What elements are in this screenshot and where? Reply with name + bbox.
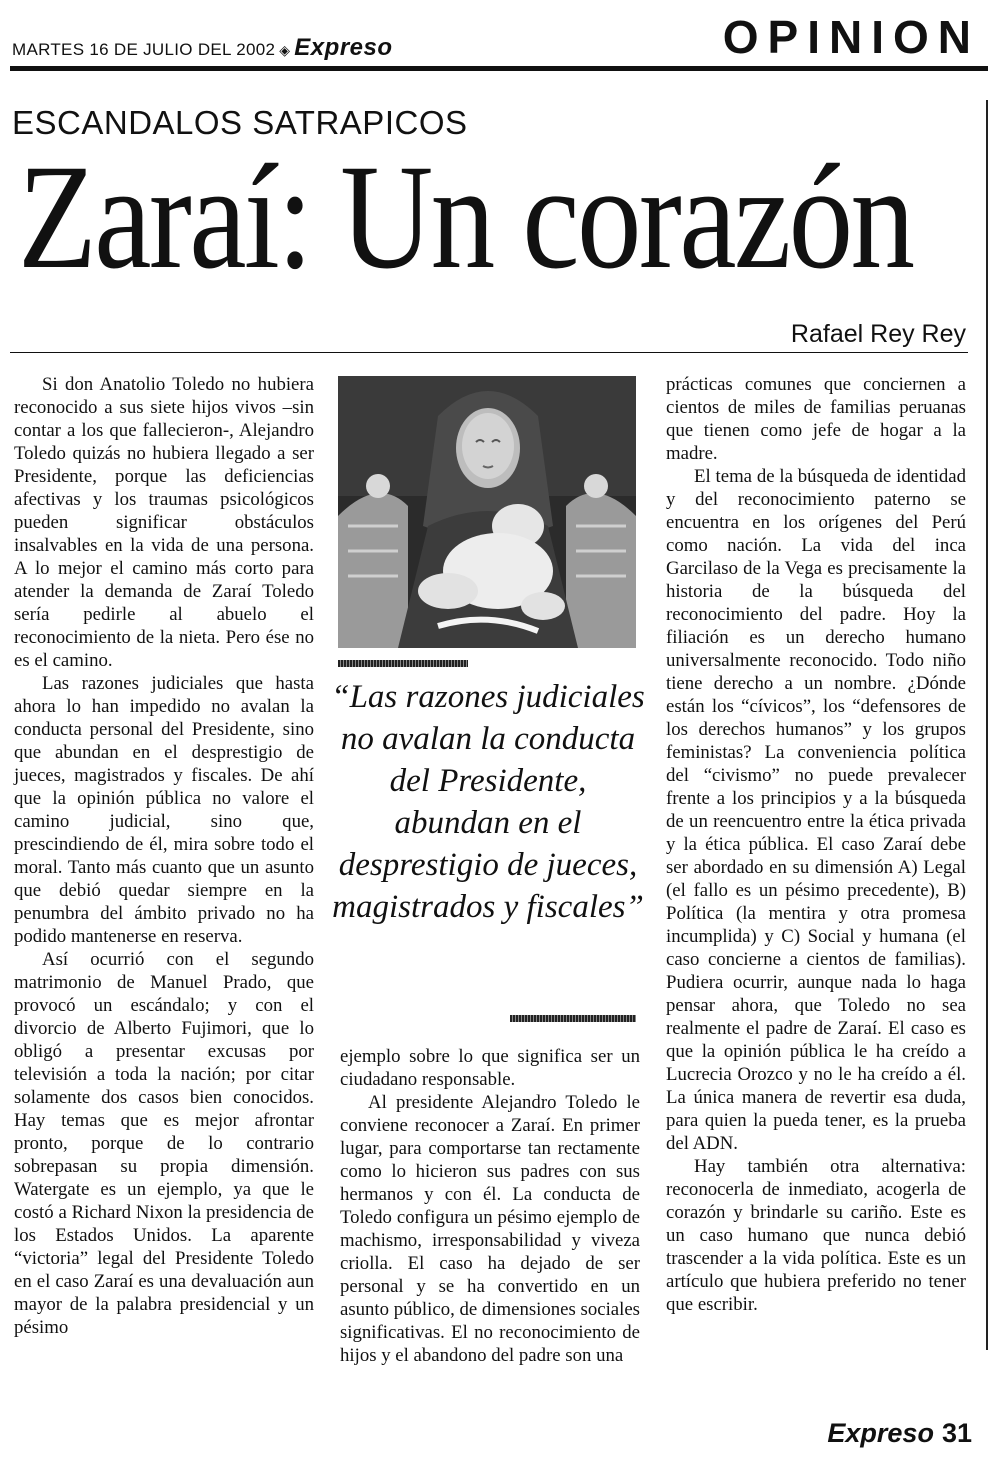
paragraph: prácticas comunes que conciernen a cientos de miles de familias peruanas que tienen como jefe de hogar a la madre. (666, 374, 966, 464)
publication-date: MARTES 16 DE JULIO DEL 2002 (12, 40, 276, 59)
paragraph: Si don Anatolio Toledo no hubiera reconocido a sus siete hijos vivos –sin contar a los que fallecieron-, Alejandro Toledo quizás no hubiera llegado a ser Presidente, porque las deficiencias afectivas y los traumas psicológicos pueden significar obstáculos insalvables en la vida de una persona. A lo mejor el camino más corto para atender la demanda de Zaraí Toledo sería pedirle al abuelo el reconocimiento de la nieta. Pero ése no es el camino. (14, 374, 314, 671)
pull-quote-rule-top (338, 660, 468, 667)
byline-rule (10, 352, 968, 353)
paragraph: Así ocurrió con el segundo matrimonio de Manuel Prado, que provocó un escándalo; y con el divorcio de Alberto Fujimori, que lo obligó a presentar excusas por televisión a toda la nación; por citar solamente dos casos bien conocidos. Hay temas que es mejor afrontar pronto, porque de lo contrario sobrepasan su propia dimensión. Watergate es un ejemplo, ya que le costó a Richard Nixon la presidencia de los Estados Unidos. La aparente “victoria” legal del Presidente Toledo en el caso Zaraí es una devaluación aun mayor de la palabra presidencial y un pésimo (14, 949, 314, 1338)
paragraph: ejemplo sobre lo que significa ser un ciudadano responsable. (340, 1046, 640, 1090)
article-column-3 (666, 373, 966, 1316)
article-headline: Zaraí: Un corazón (18, 134, 913, 300)
paragraph: Hay también otra alternativa: reconocerla de inmediato, acogerla de corazón y brindarle su cariño. Este es un caso humano que nunca debió trascender a la vida política. Este es un artículo que hubiera preferido no tener que escribir. (666, 1156, 966, 1315)
footer-brand: Expreso (827, 1418, 934, 1448)
pull-quote: “Las razones judiciales no avalan la conducta del Presidente, abundan en el desprestigio de jueces, magistrados y fiscales” (331, 679, 645, 925)
newspaper-brand: Expreso (294, 34, 393, 61)
header-rule (10, 66, 988, 71)
article-column-2 (340, 1045, 640, 1367)
paragraph: Las razones judiciales que hasta ahora lo han impedido no avalan la conducta personal del Presidente, sino que abundan en el desprestigio de jueces, magistrados y fiscales. De ahí que la opinión pública no valore el camino judicial, sino que, prescindiendo de él, mira sobre todo el moral. Tanto más cuanto que un asunto que debió quedar siempre en la penumbra del ámbito privado no ha podido mantenerse en reserva. (14, 673, 314, 947)
paragraph: El tema de la búsqueda de identidad y del reconocimiento paterno se encuentra en los orígenes del Perú como nación. La vida del inca Garcilaso de la Vega es precisamente la historia de la búsqueda del reconocimiento del padre. Hoy la filiación es un derecho humano universalmente reconocido. Todo niño tiene derecho a un nombre. ¿Dónde están los “cívicos”, los “defensores de los derechos humanos” y los grupos feministas? La conveniencia política del “civismo” no puede prevalecer frente a los principios y a la búsqueda de un reencuentro entre la ética privada y la ética pública. El caso Zaraí debe ser abordado en su dimensión A) Legal (el fallo es un pésimo precedente), B) Política (la mentira y otra promesa incumplida) y C) Social y humana (el caso concierne a cientos de familias). Pudiera ocurrir, aunque nada lo haga pensar ahora, que Toledo no sea realmente el padre de Zaraí. El caso es que la opinión pública le ha creído a Lucrecia Orozco y no le ha creído a él. La única manera de revertir esa duda, para quien la pueda tener, es la prueba del ADN. (666, 466, 966, 1154)
article-byline: Rafael Rey Rey (790, 320, 966, 348)
page-number: 31 (941, 1418, 972, 1448)
diamond-separator-icon: ◈ (279, 42, 291, 58)
right-margin-rule (986, 100, 988, 1350)
section-title: OPINION (722, 11, 980, 63)
article-kicker: ESCANDALOS SATRAPICOS (12, 104, 468, 141)
madonna-and-child-painting (338, 376, 636, 648)
pull-quote-rule-bottom (510, 1015, 636, 1022)
page-footer (827, 1418, 972, 1449)
paragraph: Al presidente Alejandro Toledo le conviene reconocer a Zaraí. En primer lugar, para comportarse tan rectamente como lo hicieron sus padres con sus hermanos y con él. La conducta de Toledo configura un pésimo ejemplo de machismo, irresponsabilidad y viveza criolla. El caso ha dejado de ser personal y se ha convertido en un asunto público, de dimensiones sociales significativas. El no reconocimiento de hijos y el abandono del padre son una (340, 1092, 640, 1366)
article-column-1 (14, 373, 314, 1339)
header-dateline (12, 34, 393, 62)
